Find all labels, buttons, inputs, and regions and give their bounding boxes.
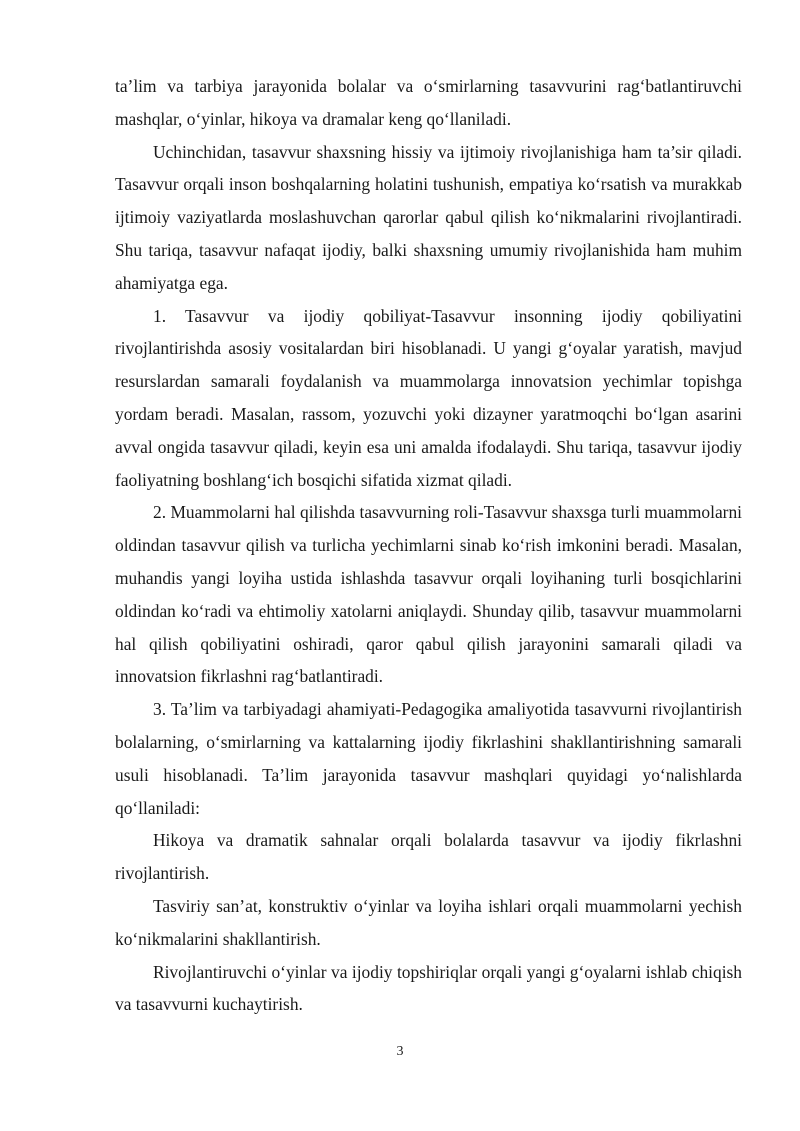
paragraph-direction-1: Hikoya va dramatik sahnalar orqali bolalarda tasavvur va ijodiy fikrlashni rivojlantirish. bbox=[115, 830, 742, 884]
paragraph-direction-3: Rivojlantiruvchi o‘yinlar va ijodiy topshiriqlar orqali yangi g‘oyalarni ishlab chiqish va tasavvurni kuchaytirish. bbox=[115, 961, 742, 1015]
document-body bbox=[115, 70, 742, 1021]
paragraph-item-2: 2. Muammolarni hal qilishda tasavvurning roli-Tasavvur shaxsga turli muammolarni oldindan tasavvur qilish va turlicha yechimlarni sinab ko‘rish imkonini beradi. Masalan, muhandis yangi loyiha ustida ishlashda tasavvur orqali loyihaning turli bosqichlarini oldindan ko‘radi va ehtimoliy xatolarni aniqlaydi. Shunday qilib, tasavvur muammolarni hal qilish qobiliyatini oshiradi, qaror qabul qilish jarayonini samarali qiladi va innovatsion fikrlashni rag‘batlantiradi. bbox=[115, 502, 742, 687]
paragraph-continuation: ta’lim va tarbiya jarayonida bolalar va o‘smirlarning tasavvurini rag‘batlantiruvchi mashqlar, o‘yinlar, hikoya va dramalar keng qo‘llaniladi. bbox=[115, 76, 742, 129]
page-number: 3 bbox=[396, 1044, 404, 1059]
paragraph-item-1: 1. Tasavvur va ijodiy qobiliyat-Tasavvur insonning ijodiy qobiliyatini rivojlantirishda asosiy vositalardan biri hisoblanadi. U yangi g‘oyalar yaratish, mavjud resurslardan samarali foydalanish va muammolarga innovatsion yechimlar topishga yordam beradi. Masalan, rassom, yozuvchi yoki dizayner yaratmoqchi bo‘lgan asarini avval ongida tasavvur qiladi, keyin esa uni amalda ifodalaydi. Shu tariqa, tasavvur ijodiy faoliyatning boshlang‘ich bosqichi sifatida xizmat qiladi. bbox=[115, 305, 742, 490]
paragraph-item-3: 3. Ta’lim va tarbiyadagi ahamiyati-Pedagogika amaliyotida tasavvurni rivojlantirish bolalarning, o‘smirlarning va kattalarning ijodiy fikrlashini shakllantirishning samarali usuli hisoblanadi. Ta’lim jarayonida tasavvur mashqlari quyidagi yo‘nalishlarda qo‘llaniladi: bbox=[115, 699, 742, 818]
paragraph-direction-2: Tasviriy san’at, konstruktiv o‘yinlar va loyiha ishlari orqali muammolarni yechish ko‘nikmalarini shakllantirish. bbox=[115, 895, 742, 949]
paragraph-third-point: Uchinchidan, tasavvur shaxsning hissiy va ijtimoiy rivojlanishiga ham ta’sir qiladi. Tasavvur orqali inson boshqalarning holatini tushunish, empatiya ko‘rsatish va murakkab ijtimoiy vaziyatlarda moslashuvchan qarorlar qabul qilish ko‘nikmalarini rivojlantiradi. Shu tariqa, tasavvur nafaqat ijodiy, balki shaxsning umumiy rivojlanishida ham muhim ahamiyatga ega. bbox=[115, 141, 742, 293]
